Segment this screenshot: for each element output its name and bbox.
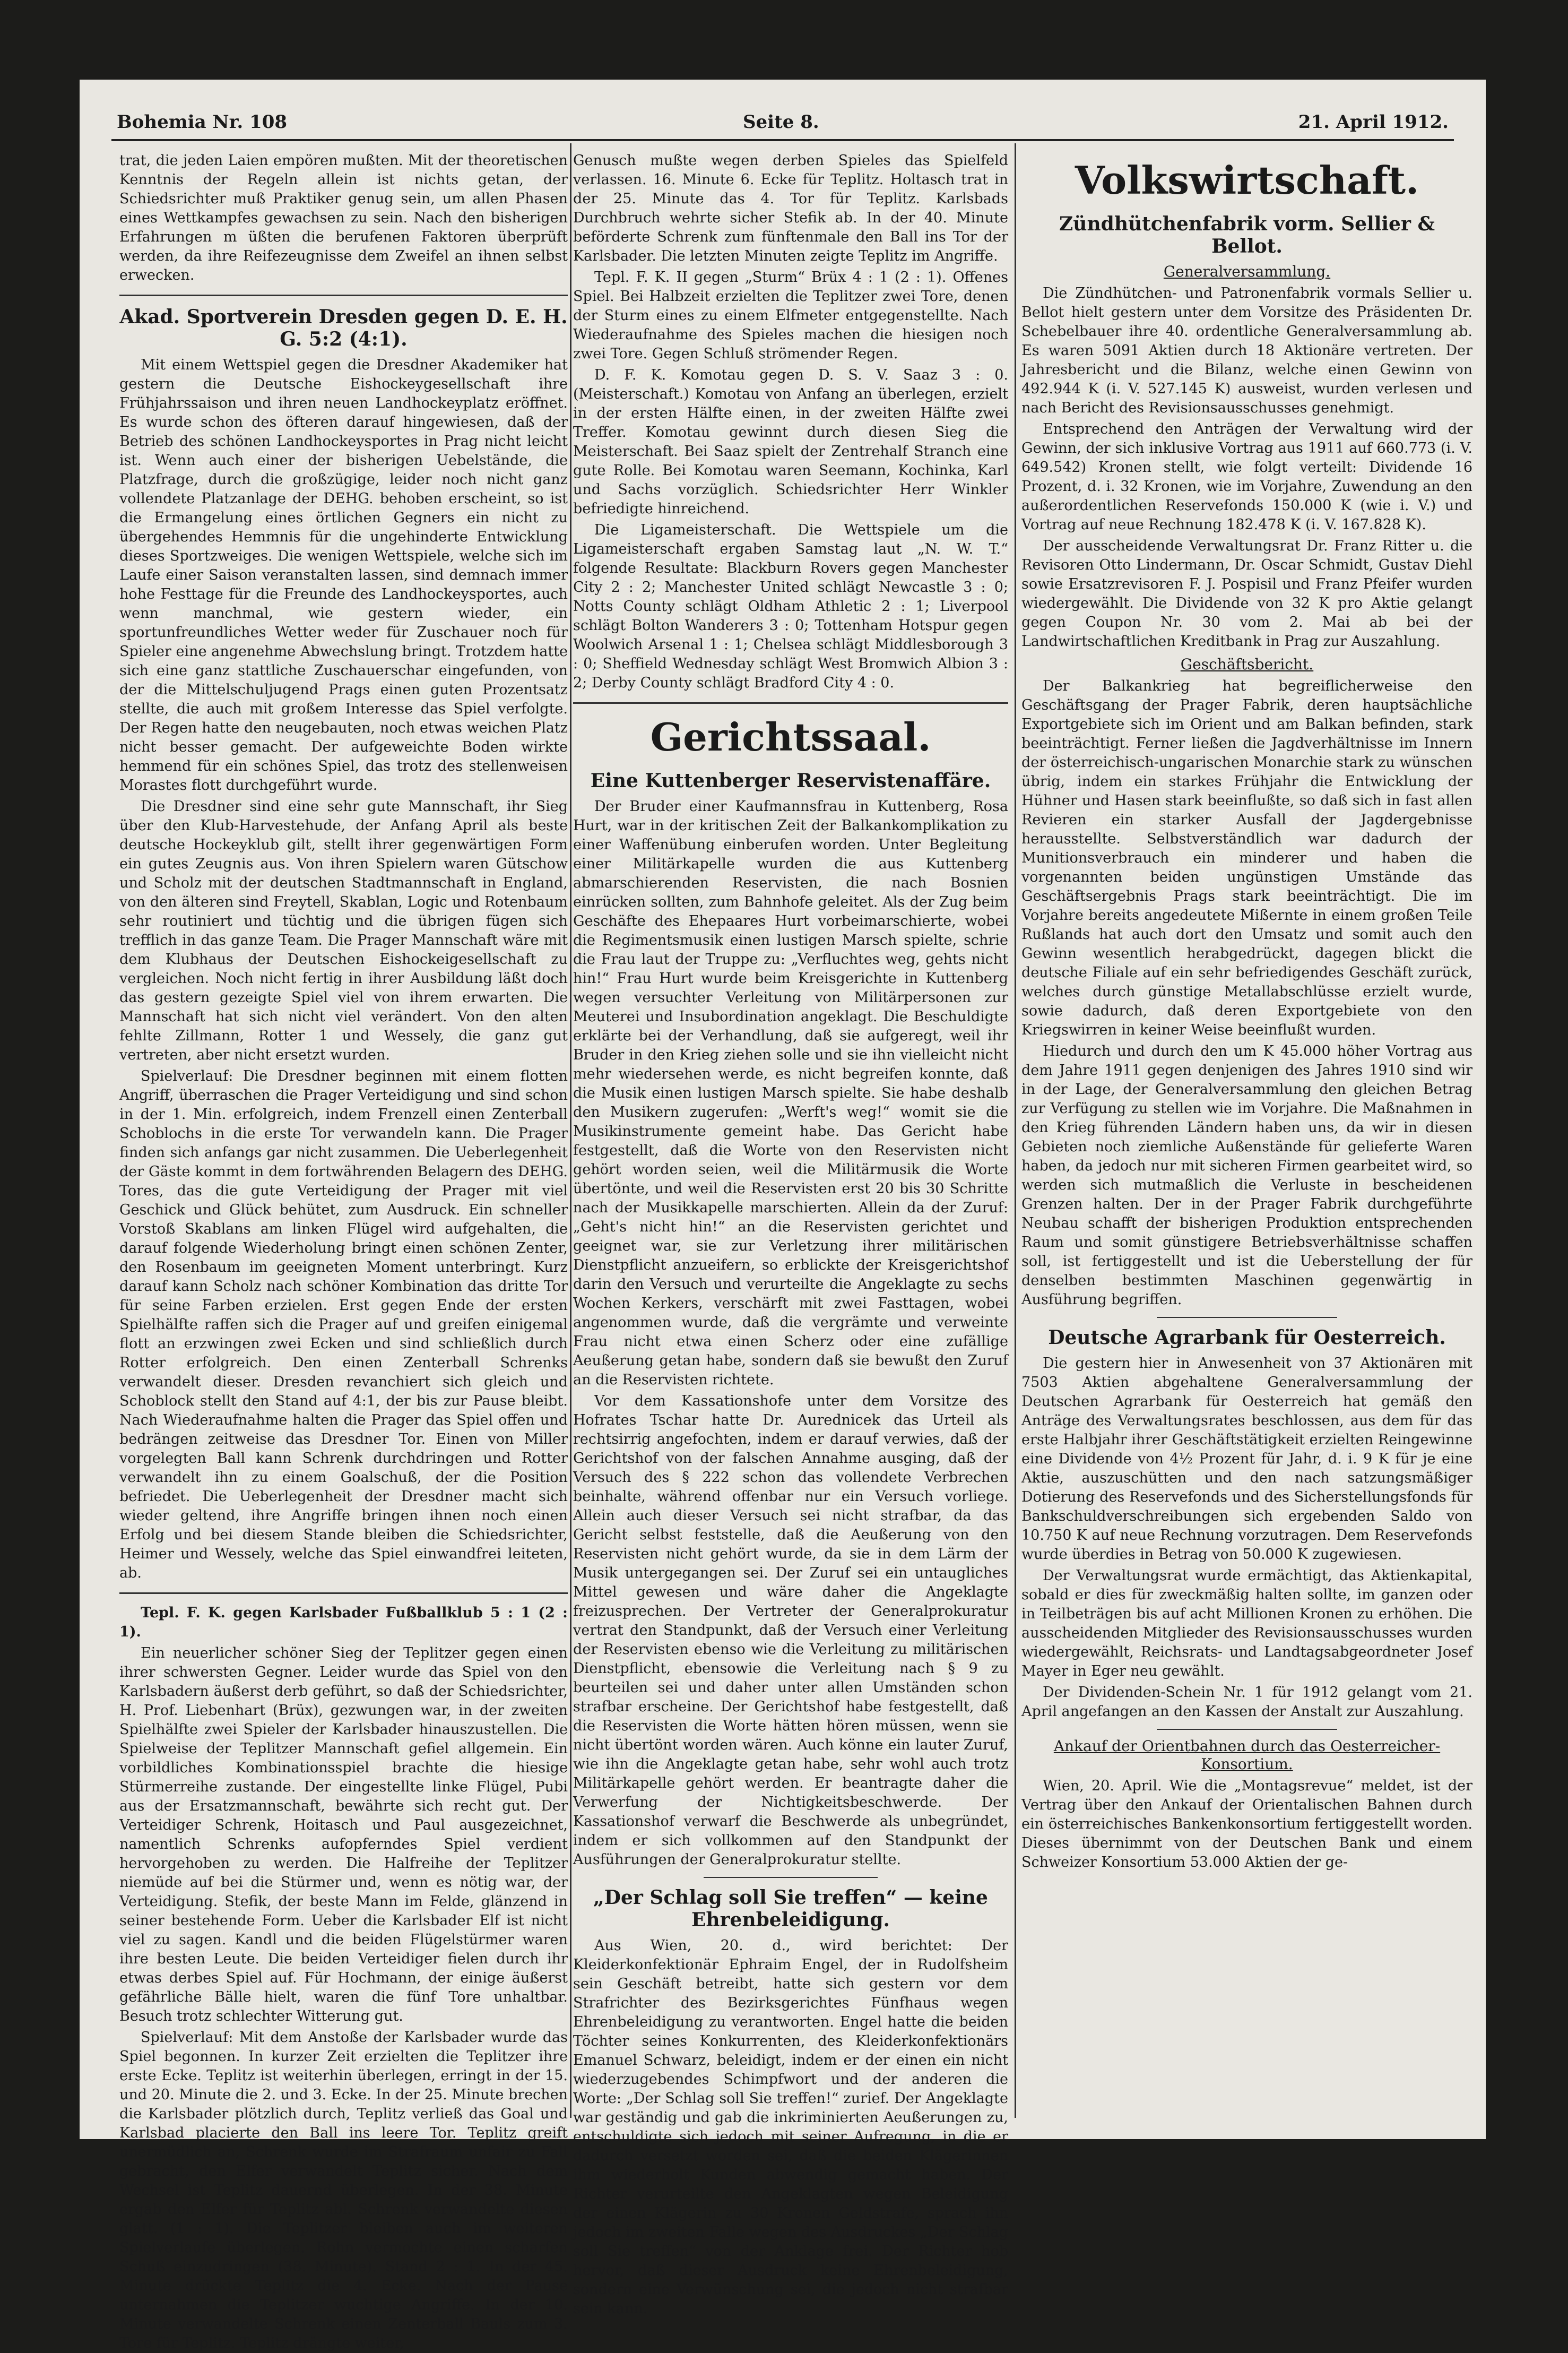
article-text: Mit einem Wettspiel gegen die Dresdner Akademiker hat gestern die Deutsche Eishockeygesellschaft ihre Frühjahrssaison und ihren neuen Landhockeyplatz eröffnet. Es wurde schon des öfteren darauf hingewiesen, daß der Betrieb des schönen Landhockeysportes in Prag nicht leicht ist. Wenn auch einer der bisherigen Uebelstände, die Platzfrage, durch die großzügige, leider noch nicht ganz vollendete Platzanlage der DEHG. behoben erscheint, so ist die Ermangelung eines örtlichen Gegners ein nicht zu übergehendes Hemmnis für die ungehinderte Entwicklung dieses Sportzweiges. Die wenigen Wettspiele, welche sich im Laufe einer Saison veranstalten lassen, sind demnach immer hohe Festtage für die Freunde des Landhockeysportes, auch wenn manchmal, wie gestern wieder, ein sportunfreundliches Wetter weder für Zuschauer noch für Spieler eine angenehme Abwechslung bringt. Trotzdem hatte sich eine ganz stattliche Zuschauerschar eingefunden, von der die Mittelschuljugend Prags einen guten Prozentsatz stellte, die auch mit großem Interesse das Spiel verfolgte. Der Regen hatte den neugebauten, noch etwas weichen Platz nicht besser gemacht. Der aufgeweichte Boden wirkte hemmend für ein schönes Spiel, das trotz des stellenweisen Morastes flott durchgeführt wurde. xyxy=(119,357,568,794)
page-header xyxy=(117,106,1449,143)
column-divider-2 xyxy=(1015,143,1016,2118)
article-teplitz-sturm: Tepl. F. K. II gegen „Sturm“ Brüx 4 : 1 (2 : 1). Offenes Spiel. Bei Halbzeit erzielten die Teplitzer zwei Tore, denen der Sturm eines zu einem Elfmeter entgegenstellte. Nach Wiederaufnahme des Spieles machen die hiesigen noch zwei Tore. Gegen Schluß strömender Regen. xyxy=(573,269,1008,362)
divider xyxy=(119,295,568,296)
column-divider-1 xyxy=(570,143,571,2118)
article-text: Der Verwaltungsrat wurde ermächtigt, das Aktienkapital, sobald er dies für zweckmäßig halten sollte, im ganzen oder in Teilbeträgen bis auf acht Millionen Kronen zu erhöhen. Die ausscheidenden Mitglieder des Revisionsausschusses wurden wiedergewählt, Reichsrats- und Landtagsabgeordneter Josef Mayer in Eger neu gewählt. xyxy=(1021,1567,1472,1679)
article-text: Der Balkankrieg hat begreiflicherweise den Geschäftsgang der Prager Fabrik, deren hauptsächliche Exportgebiete sich im Orient und am Balkan befinden, stark beeinträchtigt. Ferner ließen die Jagdverhältnisse im Innern der österreichisch-ungarischen Monarchie stark zu wünschen übrig, indem ein starkes Frühjahr die Entwicklung der Hühner und Hasen stark beeinflußte, so daß sich in fast allen Revieren ein starker Ausfall der Jagdergebnisse herausstellte. Selbstverständlich war dadurch der Munitionsverbrauch ein minderer und haben die vorgenannten beiden ungünstigen Umstände das Geschäftsergebnis Prags stark beeinträchtigt. Die im Vorjahre bereits angedeutete Mißernte in einem großen Teile Rußlands hat auch dort den Umsatz und somit auch den Gewinn wesentlich herabgedrückt, dagegen blickt die deutsche Filiale auf ein sehr befriedigendes Geschäft zurück, welches durch günstige Metallabschlüsse erzielt wurde, sowie dadurch, daß deren Exportgebiete von den Kriegswirren in keiner Weise beeinflußt wurden. xyxy=(1021,678,1472,1038)
headline-agrarbank: Deutsche Agrarbank für Oesterreich. xyxy=(1048,1326,1446,1349)
article-liga: Die Ligameisterschaft. Die Wettspiele um die Ligameisterschaft ergaben Samstag laut „N. W. T.“ folgende Resultate: Blackburn Rovers gegen Manchester City 2 : 2; Manchester United schlägt Newcastle 3 : 0; Notts County schlägt Oldham Athletic 2 : 1; Liverpool schlägt Bolton Wanderers 3 : 0; Tottenham Hotspur gegen Woolwich Arsenal 1 : 1; Chelsea schlägt Middlesborough 3 : 0; Sheffield Wednesday schlägt West Bromwich Albion 3 : 2; Derby County schlägt Bradford City 4 : 0. xyxy=(573,522,1008,691)
header-date: 21. April 1912. xyxy=(1298,111,1449,133)
article-text: Wien, 20. April. Wie die „Montagsrevue“ meldet, ist der Vertrag über den Ankauf der Orientalischen Bahnen durch ein österreichisches Bankenkonsortium fertiggestellt worden. Dieses übernimmt von der Deutschen Bank und einem Schweizer Konsortium 53.000 Aktien der ge- xyxy=(1021,1778,1472,1871)
article-text: Die Zündhütchen- und Patronenfabrik vormals Sellier u. Bellot hielt gestern unter dem Vorsitze des Präsidenten Dr. Schebelbauer ihre 40. ordentliche Generalversammlung ab. Es waren 5091 Aktien durch 18 Aktionäre vertreten. Der Jahresbericht und die Bilanz, welche einen Gewinn von 492.944 K (i. V. 527.145 K) ausweist, wurden verlesen und nach Bericht des Revisionsausschusses genehmigt. xyxy=(1021,285,1472,416)
section-title-gerichtssaal: Gerichtssaal. xyxy=(650,714,931,760)
section-title-volkswirtschaft: Volkswirtschaft. xyxy=(1075,158,1419,203)
article-text: Aus Wien, 20. d., wird berichtet: Der Kleiderkonfektionär Ephraim Engel, der in Rudolfsheim sein Geschäft betreibt, hatte sich gestern vor dem Strafrichter des Bezirksgerichtes Fünfhaus wegen Ehrenbeleidigung zu verantworten. Engel hatte die beiden Töchter seines Konkurrenten, des Kleiderkonfektionärs Emanuel Schwarz, beleidigt, indem er der einen ein nicht wiederzugebendes Schimpfwort und der anderen die Worte: „Der Schlag soll Sie treffen!“ zurief. Der Angeklagte war geständig und gab die inkriminierten Aeußerungen zu, entschuldigte sich jedoch mit seiner Aufregung, in die er dadurch versetzt worden sei, daß die beiden Klägerinnen ihm wiederholt Kunden abwendig gemacht haben. Der Richter verurteilte den Angeklagten wegen Beleidigung der einen Klägerin zu 30 Kronen Geldstrafe, sprach ihn jedoch im zweiten Falle wegen des Ausdruckes „Der Schlag soll Sie treffen“ von der Anklage frei. Der Richter hob hervor, daß dieser Ausdruck keine Ehrenbeleidigung, sondern eine Verwünschung sei, die jedoch nicht strafbar sein kann. xyxy=(573,1937,1008,2317)
headline-orientbahnen: Ankauf der Orientbahnen durch das Oesterreicher-Konsortium. xyxy=(1053,1737,1441,1773)
article-text: Der Dividenden-Schein Nr. 1 für 1912 gelangt vom 21. April angefangen an den Kassen der Anstalt zur Auszahlung. xyxy=(1021,1684,1472,1720)
article-text: Der ausscheidende Verwaltungsrat Dr. Franz Ritter u. die Revisoren Otto Lindermann, Dr. Oscar Schmidt, Gustav Diehl sowie Ersatzrevisoren F. J. Pospisil und Franz Pfeifer wurden wiedergewählt. Die Dividende von 32 K pro Aktie gelangt gegen Coupon Nr. 30 vom 2. Mai ab bei der Landwirtschaftlichen Kreditbank in Prag zur Auszahlung. xyxy=(1021,538,1472,650)
subheading-geschaeftsbericht: Geschäftsbericht. xyxy=(1180,656,1314,673)
article-text: Spielverlauf: Mit dem Anstoße der Karlsbader wurde das Spiel begonnen. In kurzer Zeit erzielten die Teplitzer ihre erste Ecke. Teplitz ist weiterhin überlegen, erringt in der 15. und 20. Minute die 2. und 3. Ecke. In der 25. Minute brechen die Karlsbader plötzlich durch, Teplitz verließ das Goal und Karlsbad placierte den Ball ins leere Tor. Teplitz greift unermüdlich an, Schrenk wurde im Strafraum unfair zu Fall gebracht, den Elfer verwandelt Teplitz sicher. Nach dem Wechsel ist Teplitz dauernd überlegen. In der 38. Minute ergab den Elfer für Teplitz abl. Schrenk verwandelte diesen glatt. (1 : 1). Die Teplitzer bleiben auch im weiteren Spielverlaufe überlegen. Rohn vermochte einen scharfen Schuß einzudringen (38. Minute). Stand 2 : 1. In der 45. Minute drückte Teplitz die 4. Ecke. Nach der Pause unternahmen die Teplitzer wuchtige Angriffe. In der 10. Minute verwandelte Schrenk einen Zenterball Bauls zum 3. Tore für Teplitz. Teplitz drängte weiter, xyxy=(119,2029,568,2351)
article-text: trat, die jeden Laien empören mußten. Mit der theoretischen Kenntnis der Regeln allein ist nichts getan, der Schiedsrichter muß Praktiker genug sein, um allen Phasen eines Wettkampfes gewachsen zu sein. Nach den bisherigen Erfahrungen m üßten die berufenen Faktoren überprüft werden, da ihre Reifezeugnisse dem Zweifel an ihnen selbst erwecken. xyxy=(119,152,568,283)
column-left xyxy=(119,151,568,2351)
headline-teplitz-karlsbad: Tepl. F. K. gegen Karlsbader Fußballklub 5 : 1 (2 : 1). xyxy=(119,1605,568,1640)
article-text: Spielverlauf: Die Dresdner beginnen mit einem flotten Angriff, überraschen die Prager Verteidigung und sind schon in der 1. Min. erfolgreich, indem Frenzell einen Zenterball Schoblochs in die erste Tor verwandeln kann. Die Prager finden sich anfangs gar nicht zusammen. Die Ueberlegenheit der Gäste kommt in dem fortwährenden Belagern des DEHG. Tores, das die gute Verteidigung der Prager mit viel Geschick und Glück behütet, zum Ausdruck. Ein schneller Vorstoß Skablans am linken Flügel wird aufgehalten, die darauf folgende Wiederholung bringt einen schönen Zenter, den Rosenbaum im geeigneten Moment unterbringt. Kurz darauf kann Scholz nach schöner Kombination das dritte Tor für seine Farben erzielen. Erst gegen Ende der ersten Spielhälfte raffen sich die Prager auf und greifen einigemal flott an erzwingen zwei Ecken und sind schließlich durch Rotter erfolgreich. Den einen Zenterball Schrenks verwandelt dieser. Dresden revanchiert sich gleich und Schoblock stellt den Stand auf 4:1, der bis zur Pause bleibt. Nach Wiederaufnahme halten die Prager das Spiel offen und bedrängen zeitweise das Dresdner Tor. Einen von Miller vorgelegten Ball kann Schrenk durchdringen und Rotter verwandelt ihn zu einem Goalschuß, der die Position befriedet. Die Ueberlegenheit der Dresdner macht sich wieder geltend, ihre Angriffe bringen ihnen noch einen Erfolg und bei diesem Stande bleiben die Schiedsrichter, Heimer und Wessely, welche das Spiel einwandfrei leiteten, ab. xyxy=(119,1068,568,1581)
subheading-generalversammlung: Generalversammlung. xyxy=(1163,263,1331,280)
article-text: Hiedurch und durch den um K 45.000 höher Vortrag aus dem Jahre 1911 gegen denjenigen des Jahres 1910 sind wir in der Lage, der Generalversammlung den gleichen Betrag zur Verfügung zu stellen wie im Vorjahre. Die Maßnahmen in den Krieg führenden Ländern haben uns, da wir in diesen Gebieten noch ziemliche Außenstände für gelieferte Waren haben, da jedoch nur mit sicheren Firmen gearbeitet wird, so werden sich mutmaßlich die Verluste in bescheidenen Grenzen halten. Der in der Prager Fabrik durchgeführte Neubau schafft der bisherigen Produktion entsprechenden Raum und somit günstigere Betriebsverhältnisse schaffen soll, ist fertiggestellt und ist die Ueberstellung der für denselben bestimmten Maschinen gegenwärtig in Ausführung begriffen. xyxy=(1021,1043,1472,1308)
article-text: Die Dresdner sind eine sehr gute Mannschaft, ihr Sieg über den Klub-Harvestehude, der Anfang April als beste deutsche Hockeyklub gilt, stellt ihrer gegenwärtigen Form ein gutes Zeugnis aus. Von ihren Spielern waren Gütschow und Scholz mit der deutschen Stadtmannschaft in England, von den älteren sind Freytell, Skablan, Logic und Rotenbaum sehr routiniert und tüchtig und die übrigen fügen sich trefflich in das ganze Team. Die Prager Mannschaft wäre mit dem Klubhaus der Deutschen Eishockeigesellschaft zu vergleichen. Noch nicht fertig in ihrer Ausbildung läßt doch das gestern gezeigte Spiel viel von ihrem erwarten. Die Mannschaft hat sich nicht viel verändert. Von den alten fehlte Zillmann, Rotter 1 und Wessely, die ganz gut vertreten, aber nicht ersetzt wurden. xyxy=(119,798,568,1063)
newspaper-page xyxy=(80,80,1486,2351)
headline-schlag: „Der Schlag soll Sie treffen“ — keine Ehrenbeleidigung. xyxy=(593,1886,988,1931)
header-rule xyxy=(111,139,1454,141)
headline-zuendhuetchen: Zündhütchenfabrik vorm. Sellier & Bellot. xyxy=(1059,213,1435,257)
column-right xyxy=(1021,151,1472,2118)
divider xyxy=(704,1877,878,1878)
article-komotau: D. F. K. Komotau gegen D. S. V. Saaz 3 : 0. (Meisterschaft.) Komotau von Anfang an überlegen, erzielt in der ersten Hälfte einen, in der zweiten Hälfte zwei Treffer. Komotau gewinnt durch diesen Sieg die Meisterschaft. Bei Saaz spielt der Zentrehalf Stranch eine gute Rolle. Bei Komotau waren Seemann, Kochinka, Karl und Sachs vorzüglich. Schiedsrichter Herr Winkler befriedigte hinreichend. xyxy=(573,367,1008,517)
header-publication: Bohemia Nr. 108 xyxy=(117,111,288,133)
headline-kuttenberg: Eine Kuttenberger Reservistenaffäre. xyxy=(590,770,991,792)
column-middle xyxy=(573,151,1008,2317)
article-text: Ein neuerlicher schöner Sieg der Teplitzer gegen einen ihrer schwersten Gegner. Leider wurde das Spiel von den Karlsbadern äußerst derb geführt, so daß der Schiedsrichter, H. Prof. Liebenhart (Brüx), gezwungen war, in der zweiten Spielhälfte zwei Spieler der Karlsbader hinauszustellen. Die Spielweise der Teplitzer Mannschaft gefiel allgemein. Ein vorbildliches Kombinationsspiel brachte die hiesige Stürmerreihe zustande. Der eingestellte linke Flügel, Pubi aus der Ersatzmannschaft, bewährte sich recht gut. Der Verteidiger Schrenk, Hoitasch und Paul ausgezeichnet, namentlich Schrenks aufopferndes Spiel verdient hervorgehoben zu werden. Die Halfreihe der Teplitzer niemüde auf bei die Stürmer und, wenn es nötig war, der Verteidigung. Stefik, der beste Mann im Felde, glänzend in seiner bestehende Form. Ueber die Karlsbader Elf ist nicht viel zu sagen. Kandl und die beiden Flügelstürmer waren ihre besten Leute. Die beiden Verteidiger fielen durch ihr etwas derbes Spiel auf. Für Hochmann, der einige äußerst gefährliche Bälle hielt, waren die fünf Tore unhaltbar. Besuch trotz schlechter Witterung gut. xyxy=(119,1645,568,2024)
article-text: Der Bruder einer Kaufmannsfrau in Kuttenberg, Rosa Hurt, war in der kritischen Zeit der Balkankomplikation zu einer Waffenübung einberufen worden. Unter Begleitung einer Militärkapelle wurden die aus Kuttenberg abmarschierenden Reservisten, die nach Bosnien einrücken sollten, zum Bahnhofe geleitet. Als der Zug beim Geschäfte des Ehepaares Hurt vorbeimarschierte, wobei die Regimentsmusik einen lustigen Marsch spielte, schrie die Frau laut der Truppe zu: „Verfluchtes weg, gehts nicht hin!“ Frau Hurt wurde beim Kreisgerichte in Kuttenberg wegen versuchter Verleitung von Militärpersonen zur Meuterei und Insubordination angeklagt. Die Beschuldigte erklärte bei der Verhandlung, daß sie aufgeregt, weil ihr Bruder in den Krieg ziehen solle und sie ihn vielleicht nicht mehr wiedersehen werde, es nicht begreifen konnte, daß die Musik einen lustigen Marsch spielte. Sie habe deshalb den Musikern zugerufen: „Werft's weg!“ womit sie die Musikinstrumente gemeint habe. Das Gericht habe festgestellt, daß die Worte von den Reservisten nicht gehört worden seien, weil die Militärmusik die Worte übertönte, und weil die Reservisten erst 20 bis 30 Schritte nach der Musikkapelle marschierten. Allein da der Zuruf: „Geht's nicht hin!“ an die Reservisten gerichtet und geeignet war, sie zur Verletzung ihrer militärischen Dienstpflicht anzueifern, so erblickte der Kreisgerichtshof darin den Versuch und verurteilte die Angeklagte zu sechs Wochen Kerkers, verschärft mit zwei Fasttagen, wobei angenommen wurde, daß die vergrämte und verweinte Frau nicht etwa einen Scherz oder eine zufällige Aeußerung getan habe, sondern daß sie bewußt den Zuruf an die Reservisten richtete. xyxy=(573,798,1008,1388)
divider xyxy=(1157,1317,1337,1318)
article-text: Die gestern hier in Anwesenheit von 37 Aktionären mit 7503 Aktien abgehaltene Generalversammlung der Deutschen Agrarbank für Oesterreich hat gemäß den Anträge des Verwaltungsrates beschlossen, aus dem für das erste Halbjahr ihrer Geschäftstätigkeit erzielten Reingewinne eine Dividende von 4½ Prozent für Jahr, d. i. 9 K für je eine Aktie, auszuschütten und den nach satzungsmäßiger Dotierung des Reservefonds und des Sicherstellungsfonds für Bankschuldverschreibungen sich ergebenden Saldo von 10.750 K auf neue Rechnung vorzutragen. Dem Reservefonds wurde überdies in Betrag von 50.000 K zugewiesen. xyxy=(1021,1355,1472,1563)
article-text: Entsprechend den Anträgen der Verwaltung wird der Gewinn, der sich inklusive Vortrag aus 1911 auf 660.773 (i. V. 649.542) Kronen stellt, wie folgt verteilt: Dividende 16 Prozent, d. i. 32 Kronen, wie im Vorjahre, Zuwendung an den außerordentlichen Reservefonds 150.000 K (wie i. V.) und Vortrag auf neue Rechnung 182.478 K (i. V. 167.828 K). xyxy=(1021,421,1472,533)
article-text: Genusch mußte wegen derben Spieles das Spielfeld verlassen. 16. Minute 6. Ecke für Teplitz. Holtasch trat in der 25. Minute das 4. Tor für Teplitz. Karlsbads Durchbruch wehrte sicher Stefik ab. In der 40. Minute beförderte Schrenk zum fünftenmale den Ball ins Tor der Karlsbader. Die letzten Minuten zeigte Teplitz im Angriffe. xyxy=(573,152,1008,264)
divider xyxy=(119,1592,568,1594)
headline-sport-dresden: Akad. Sportverein Dresden gegen D. E. H. G. 5:2 (4:1). xyxy=(119,306,568,350)
header-page-number: Seite 8. xyxy=(743,111,819,133)
article-text: Vor dem Kassationshofe unter dem Vorsitze des Hofrates Tschar hatte Dr. Aurednicek das Urteil als rechtsirrig angefochten, indem er darauf verwies, daß der Gerichtshof von der falschen Annahme ausging, daß der Versuch des § 222 schon das vollendete Verbrechen beinhalte, während offenbar nur ein Versuch vorliege. Allein auch dieser Versuch sei nicht strafbar, da das Gericht selbst feststelle, daß die Aeußerung von den Reservisten nicht gehört wurde, da sie in dem Lärm der Musik untergegangen sei. Der Zuruf sei ein untaugliches Mittel gewesen und wäre daher die Angeklagte freizusprechen. Der Vertreter der Generalprokuratur vertrat den Standpunkt, daß der Versuch einer Verleitung der Reservisten ebenso wie die Verleitung zu militärischen Dienstpflicht, ebensowie die Verleitung nach § 9 zu beurteilen sei und daher unter allen Umständen schon strafbar erscheine. Der Gerichtshof habe festgestellt, daß die Reservisten die Worte hätten hören müssen, wenn sie nicht übertönt worden wären. Auch könne ein lauter Zuruf, wie ihn die Angeklagte getan habe, sehr wohl auch trotz Militärkapelle gehört werden. Er beantragte daher die Verwerfung der Nichtigkeitsbeschwerde. Der Kassationshof verwarf die Beschwerde als unbegründet, indem er sich vollkommen auf den Standpunkt der Ausführungen der Generalprokuratur stellte. xyxy=(573,1393,1008,1868)
divider xyxy=(573,702,1008,704)
divider xyxy=(1157,1729,1337,1730)
